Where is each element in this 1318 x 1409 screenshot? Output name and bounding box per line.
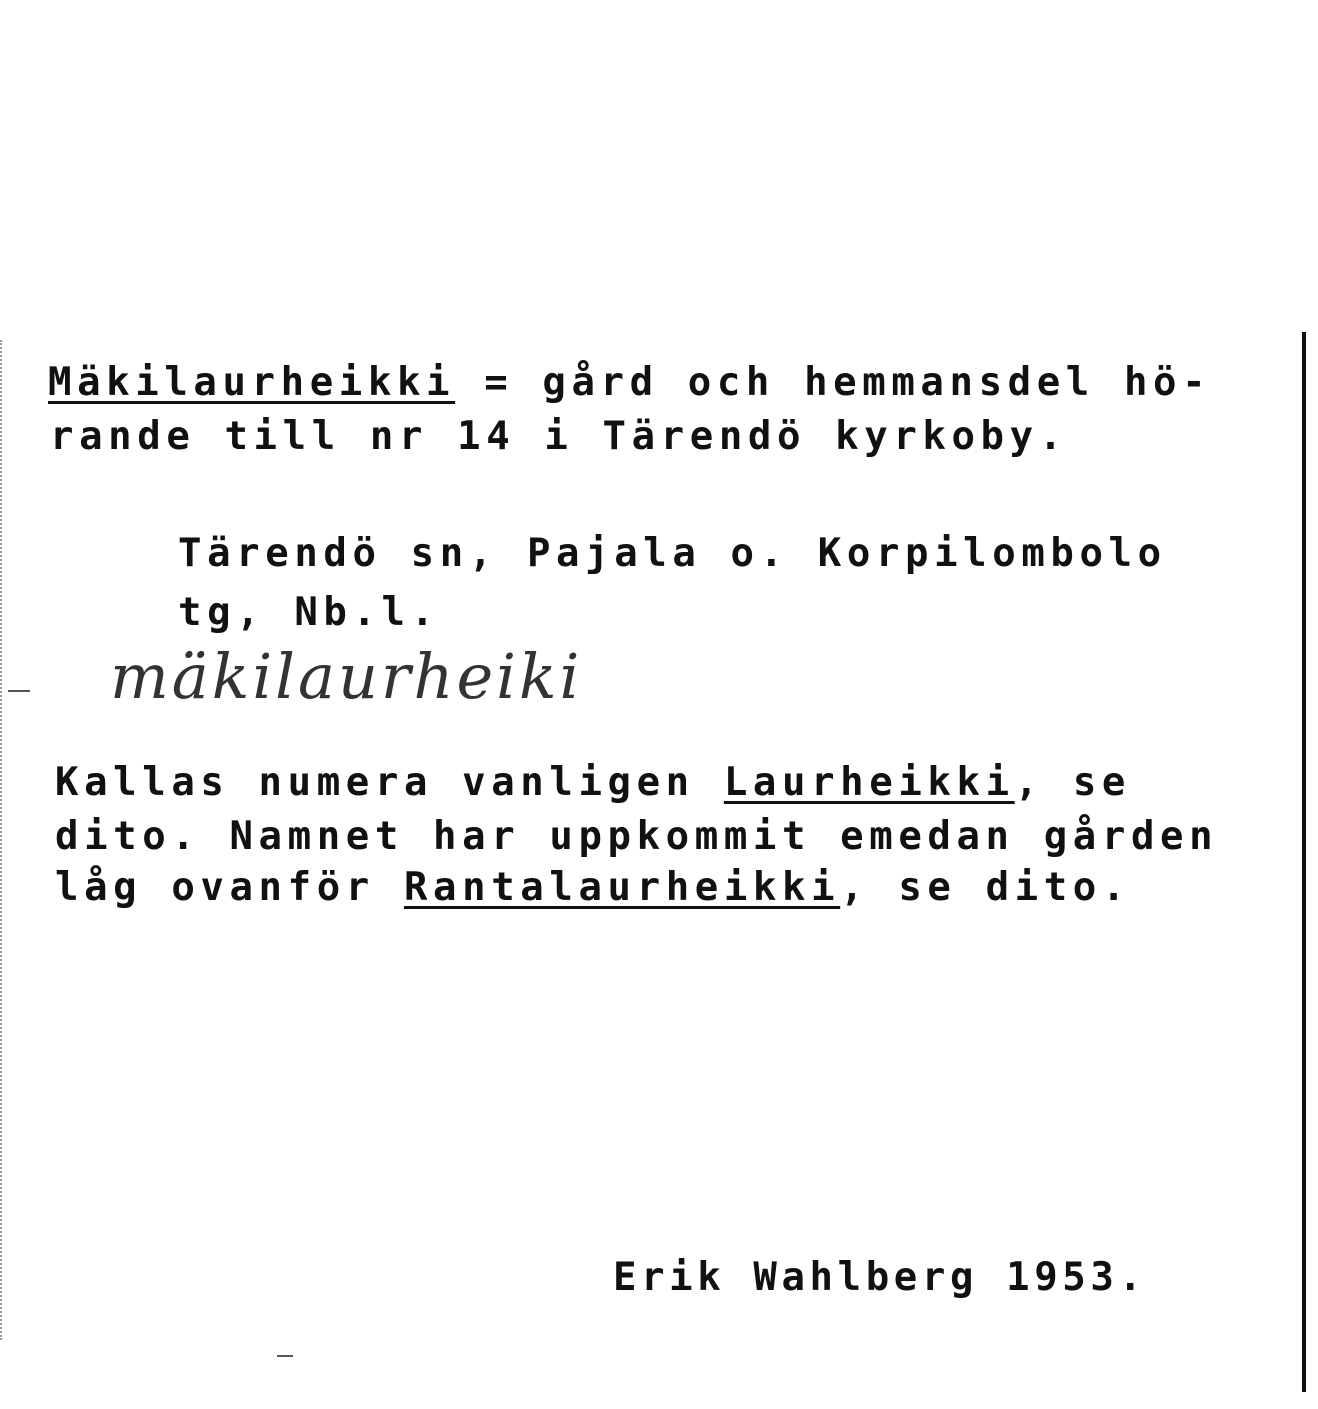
definition-text: = gård och hemmansdel hö-	[455, 360, 1212, 405]
definition-line-2: rande till nr 14 i Tärendö kyrkoby.	[50, 414, 1068, 459]
card-right-edge	[1302, 332, 1306, 1392]
handwritten-form: mäkilaurheiki	[110, 640, 583, 713]
note-text: låg ovanför	[55, 865, 404, 910]
note-line-1	[55, 760, 1131, 805]
location-line-2: tg, Nb.l.	[178, 590, 440, 635]
note-text: , se dito.	[840, 865, 1131, 910]
scan-edge-dots	[0, 340, 8, 1340]
note-text: , se	[1014, 760, 1131, 805]
note-text: Kallas numera vanligen	[55, 760, 724, 805]
note-line-3	[55, 865, 1131, 910]
note-line-2: dito. Namnet har uppkommit emedan gården	[55, 814, 1219, 859]
stray-mark	[8, 690, 30, 692]
headword: Mäkilaurheikki	[48, 360, 456, 405]
cross-reference-laurheikki: Laurheikki	[723, 760, 1015, 805]
location-line-1: Tärendö sn, Pajala o. Korpilombolo	[178, 531, 1167, 576]
definition-line-1	[48, 360, 1212, 405]
stray-mark	[277, 1355, 293, 1357]
cross-reference-rantalaurheikki: Rantalaurheikki	[403, 865, 841, 910]
signature: Erik Wahlberg 1953.	[613, 1255, 1147, 1300]
